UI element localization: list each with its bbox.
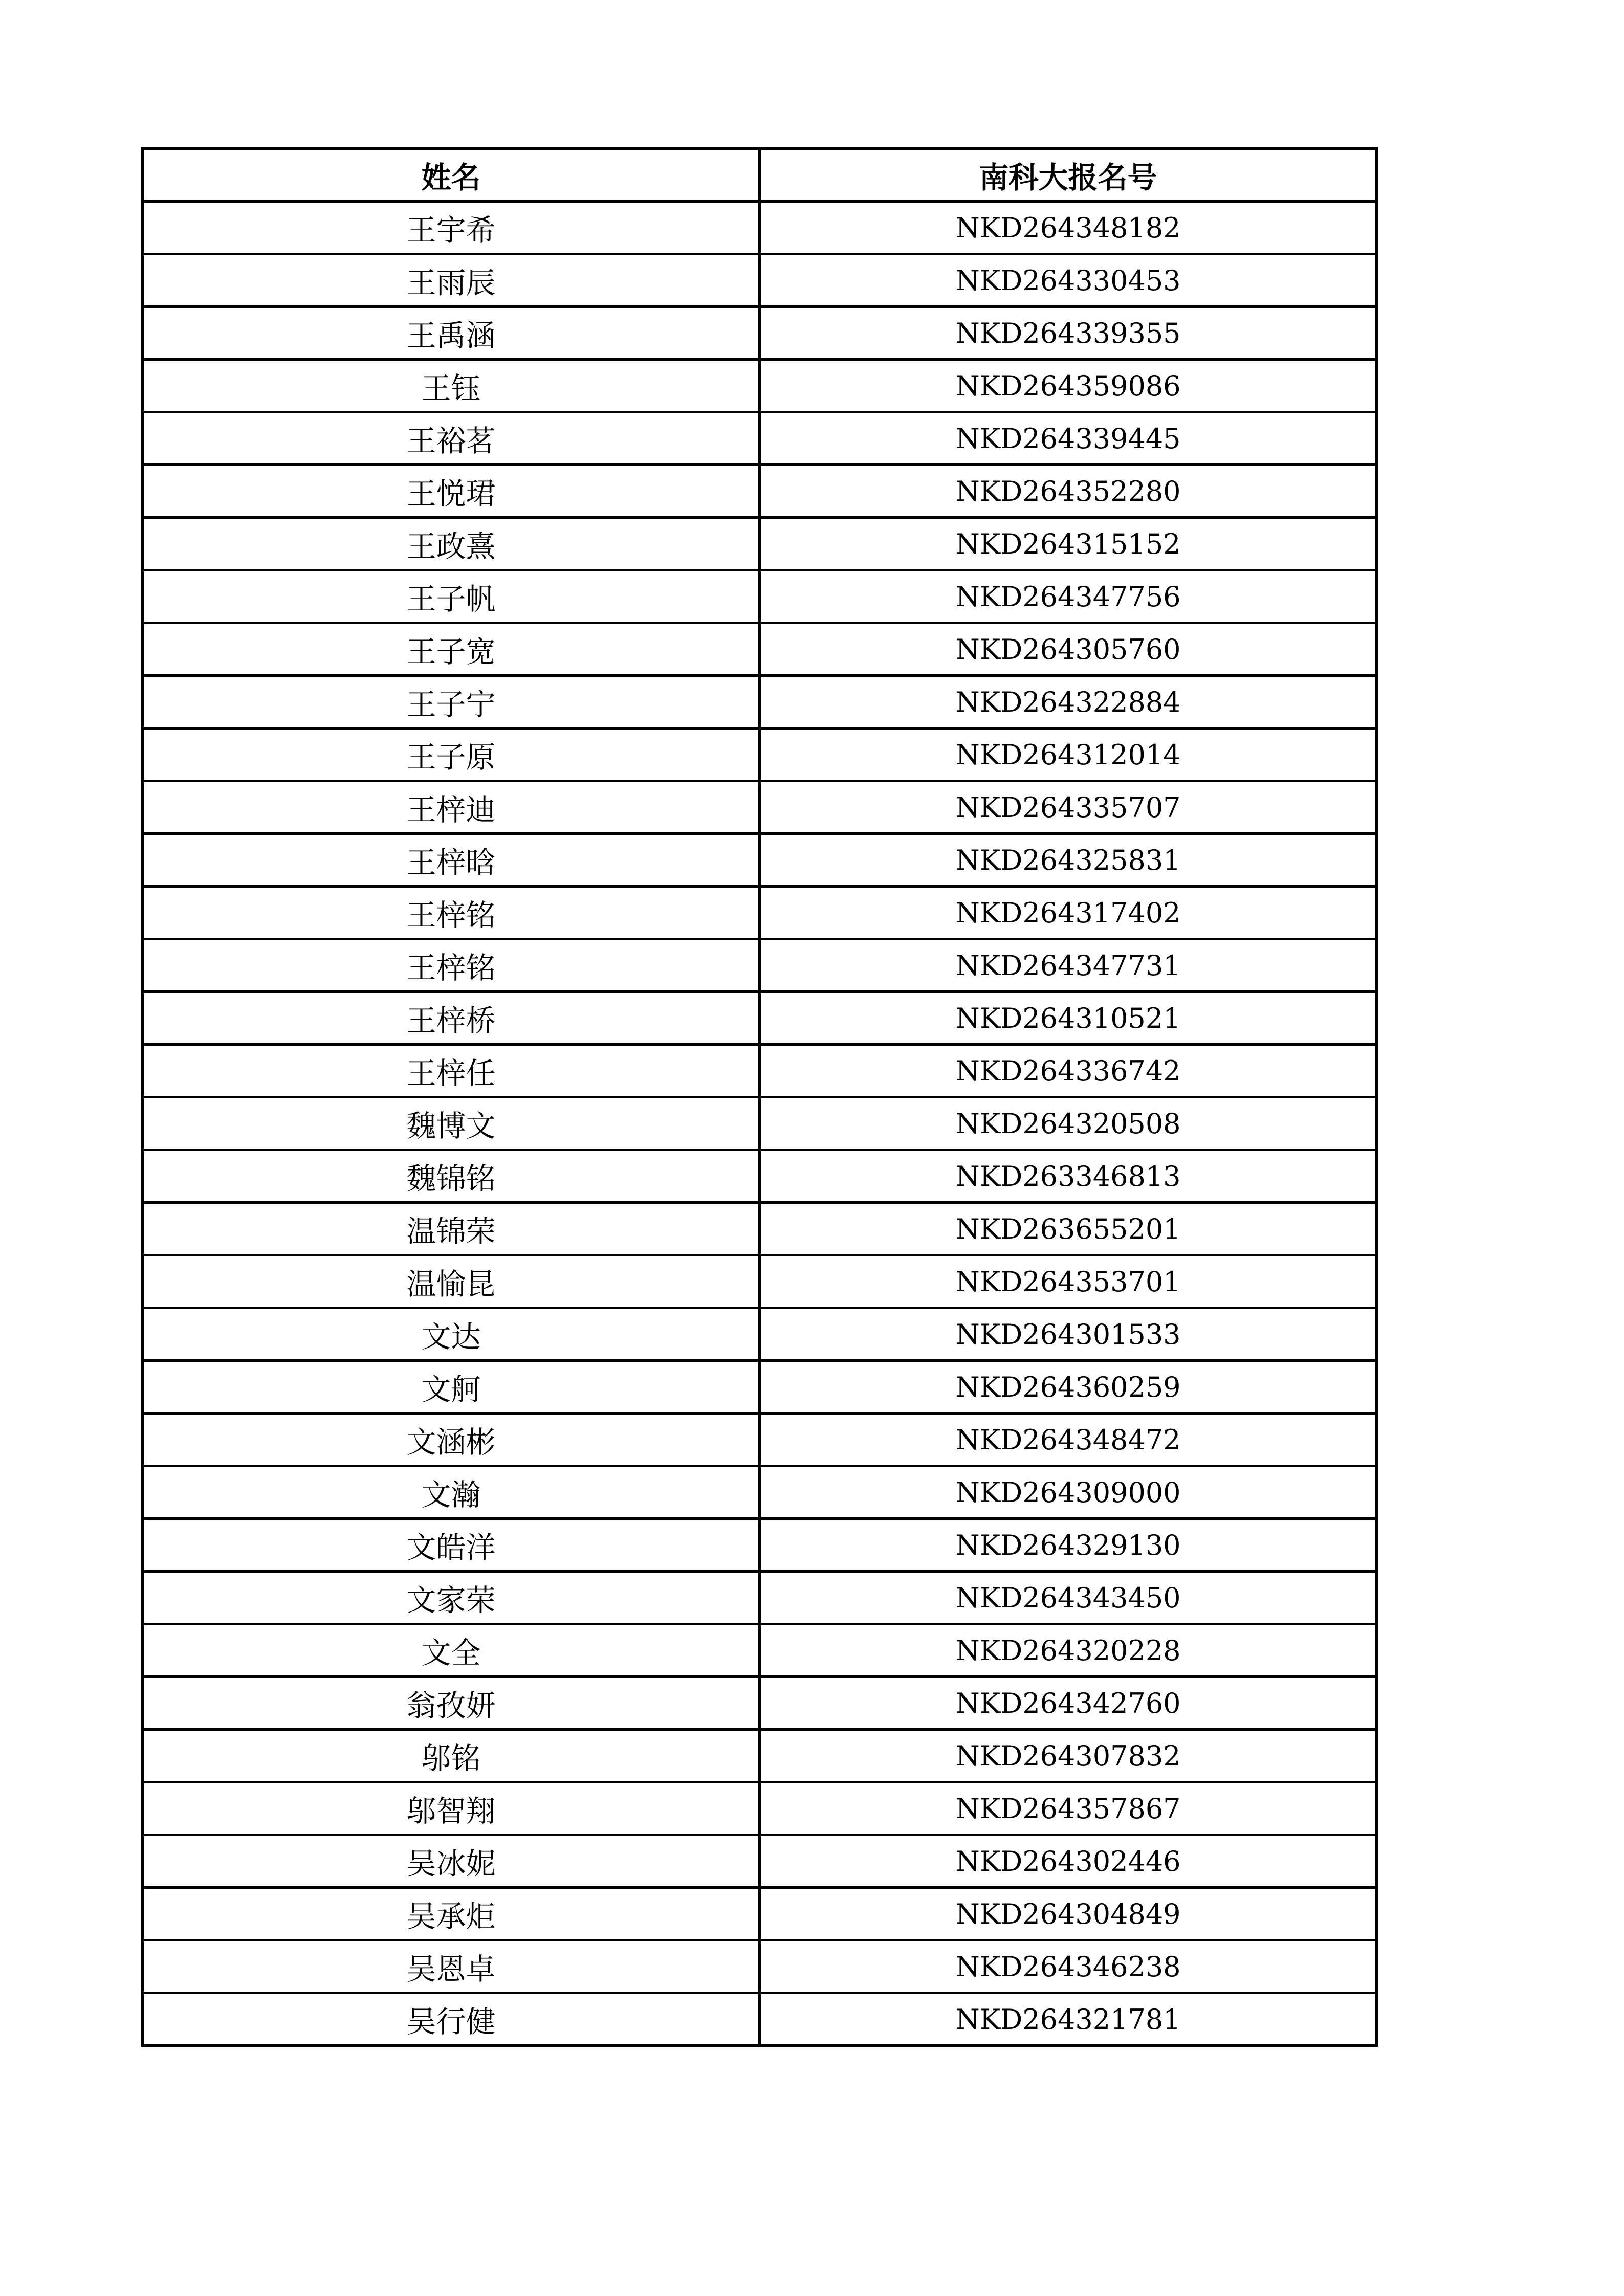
name-cell: 吴冰妮 bbox=[143, 1835, 760, 1888]
name-cell: 吴承炬 bbox=[143, 1888, 760, 1940]
table-row bbox=[143, 202, 1377, 254]
registration-number-cell: NKD264339445 bbox=[760, 412, 1377, 465]
table-row bbox=[143, 1519, 1377, 1572]
name-cell: 吴行健 bbox=[143, 1993, 760, 2046]
registration-number-cell: NKD264352280 bbox=[760, 465, 1377, 518]
registration-number-cell: NKD264305760 bbox=[760, 623, 1377, 676]
name-cell: 王梓铭 bbox=[143, 887, 760, 939]
table-row bbox=[143, 1045, 1377, 1097]
registration-number-cell: NKD264348182 bbox=[760, 202, 1377, 254]
table-row bbox=[143, 1888, 1377, 1940]
registration-number-cell: NKD264357867 bbox=[760, 1782, 1377, 1835]
registration-number-cell: NKD264320228 bbox=[760, 1624, 1377, 1677]
registration-number-cell: NKD264343450 bbox=[760, 1572, 1377, 1624]
registration-number-cell: NKD264359086 bbox=[760, 360, 1377, 412]
name-cell: 温愉昆 bbox=[143, 1255, 760, 1308]
name-cell: 魏锦铭 bbox=[143, 1150, 760, 1203]
name-cell: 魏博文 bbox=[143, 1097, 760, 1150]
table-row bbox=[143, 570, 1377, 623]
registration-number-cell: NKD264315152 bbox=[760, 518, 1377, 570]
registration-number-cell: NKD264346238 bbox=[760, 1940, 1377, 1993]
table-header bbox=[143, 149, 1377, 202]
name-cell: 王政熹 bbox=[143, 518, 760, 570]
name-cell: 王钰 bbox=[143, 360, 760, 412]
table-row bbox=[143, 1782, 1377, 1835]
name-cell: 王禹涵 bbox=[143, 307, 760, 360]
table-row bbox=[143, 834, 1377, 887]
table-row bbox=[143, 465, 1377, 518]
name-cell: 文家荣 bbox=[143, 1572, 760, 1624]
table-row bbox=[143, 1572, 1377, 1624]
table-row bbox=[143, 992, 1377, 1045]
table-row bbox=[143, 939, 1377, 992]
registration-number-cell: NKD264310521 bbox=[760, 992, 1377, 1045]
name-cell: 邬铭 bbox=[143, 1730, 760, 1782]
name-cell: 文舸 bbox=[143, 1361, 760, 1414]
registration-number-cell: NKD264353701 bbox=[760, 1255, 1377, 1308]
registration-number-cell: NKD264304849 bbox=[760, 1888, 1377, 1940]
registration-number-cell: NKD264312014 bbox=[760, 728, 1377, 781]
name-cell: 邬智翔 bbox=[143, 1782, 760, 1835]
table-row bbox=[143, 1993, 1377, 2046]
registration-number-cell: NKD264301533 bbox=[760, 1308, 1377, 1361]
table-row bbox=[143, 518, 1377, 570]
name-cell: 王悦珺 bbox=[143, 465, 760, 518]
table-row bbox=[143, 1308, 1377, 1361]
table-row bbox=[143, 1097, 1377, 1150]
name-cell: 文皓洋 bbox=[143, 1519, 760, 1572]
table-row bbox=[143, 307, 1377, 360]
registration-number-cell: NKD264317402 bbox=[760, 887, 1377, 939]
table-row bbox=[143, 1835, 1377, 1888]
registration-table bbox=[141, 147, 1378, 2047]
name-cell: 翁孜妍 bbox=[143, 1677, 760, 1730]
registration-number-cell: NKD264335707 bbox=[760, 781, 1377, 834]
name-cell: 文全 bbox=[143, 1624, 760, 1677]
registration-number-cell: NKD264325831 bbox=[760, 834, 1377, 887]
registration-number-cell: NKD264360259 bbox=[760, 1361, 1377, 1414]
name-cell: 吴恩卓 bbox=[143, 1940, 760, 1993]
table-row bbox=[143, 1361, 1377, 1414]
registration-number-cell: NKD264336742 bbox=[760, 1045, 1377, 1097]
name-cell: 温锦荣 bbox=[143, 1203, 760, 1255]
table-row bbox=[143, 360, 1377, 412]
name-cell: 王雨辰 bbox=[143, 254, 760, 307]
table-row bbox=[143, 1677, 1377, 1730]
name-cell: 王梓桥 bbox=[143, 992, 760, 1045]
registration-number-cell: NKD264339355 bbox=[760, 307, 1377, 360]
table-row bbox=[143, 1150, 1377, 1203]
table-body bbox=[143, 202, 1377, 2046]
name-cell: 王子帆 bbox=[143, 570, 760, 623]
registration-number-cell: NKD264348472 bbox=[760, 1414, 1377, 1466]
name-cell: 王子宁 bbox=[143, 676, 760, 728]
name-cell: 王子原 bbox=[143, 728, 760, 781]
name-cell: 文达 bbox=[143, 1308, 760, 1361]
table-row bbox=[143, 254, 1377, 307]
table-row bbox=[143, 1203, 1377, 1255]
name-cell: 王裕茗 bbox=[143, 412, 760, 465]
table-row bbox=[143, 1730, 1377, 1782]
table-row bbox=[143, 1414, 1377, 1466]
table-row bbox=[143, 676, 1377, 728]
header-name: 姓名 bbox=[143, 149, 760, 202]
registration-number-cell: NKD264342760 bbox=[760, 1677, 1377, 1730]
table-row bbox=[143, 1940, 1377, 1993]
registration-number-cell: NKD264329130 bbox=[760, 1519, 1377, 1572]
registration-number-cell: NKD264320508 bbox=[760, 1097, 1377, 1150]
header-registration-number: 南科大报名号 bbox=[760, 149, 1377, 202]
header-row bbox=[143, 149, 1377, 202]
registration-number-cell: NKD264347756 bbox=[760, 570, 1377, 623]
registration-number-cell: NKD264321781 bbox=[760, 1993, 1377, 2046]
name-cell: 王梓迪 bbox=[143, 781, 760, 834]
name-cell: 王子宽 bbox=[143, 623, 760, 676]
table-row bbox=[143, 887, 1377, 939]
name-cell: 王梓任 bbox=[143, 1045, 760, 1097]
table-row bbox=[143, 781, 1377, 834]
registration-number-cell: NKD263346813 bbox=[760, 1150, 1377, 1203]
registration-number-cell: NKD264309000 bbox=[760, 1466, 1377, 1519]
table-row bbox=[143, 412, 1377, 465]
table-row bbox=[143, 1466, 1377, 1519]
table-row bbox=[143, 1624, 1377, 1677]
name-cell: 王梓铭 bbox=[143, 939, 760, 992]
registration-number-cell: NKD264347731 bbox=[760, 939, 1377, 992]
registration-number-cell: NKD264330453 bbox=[760, 254, 1377, 307]
table-row bbox=[143, 1255, 1377, 1308]
table-row bbox=[143, 623, 1377, 676]
name-cell: 文瀚 bbox=[143, 1466, 760, 1519]
table-row bbox=[143, 728, 1377, 781]
registration-number-cell: NKD264302446 bbox=[760, 1835, 1377, 1888]
name-cell: 王宇希 bbox=[143, 202, 760, 254]
registration-number-cell: NKD263655201 bbox=[760, 1203, 1377, 1255]
registration-number-cell: NKD264322884 bbox=[760, 676, 1377, 728]
name-cell: 王梓晗 bbox=[143, 834, 760, 887]
name-cell: 文涵彬 bbox=[143, 1414, 760, 1466]
registration-number-cell: NKD264307832 bbox=[760, 1730, 1377, 1782]
